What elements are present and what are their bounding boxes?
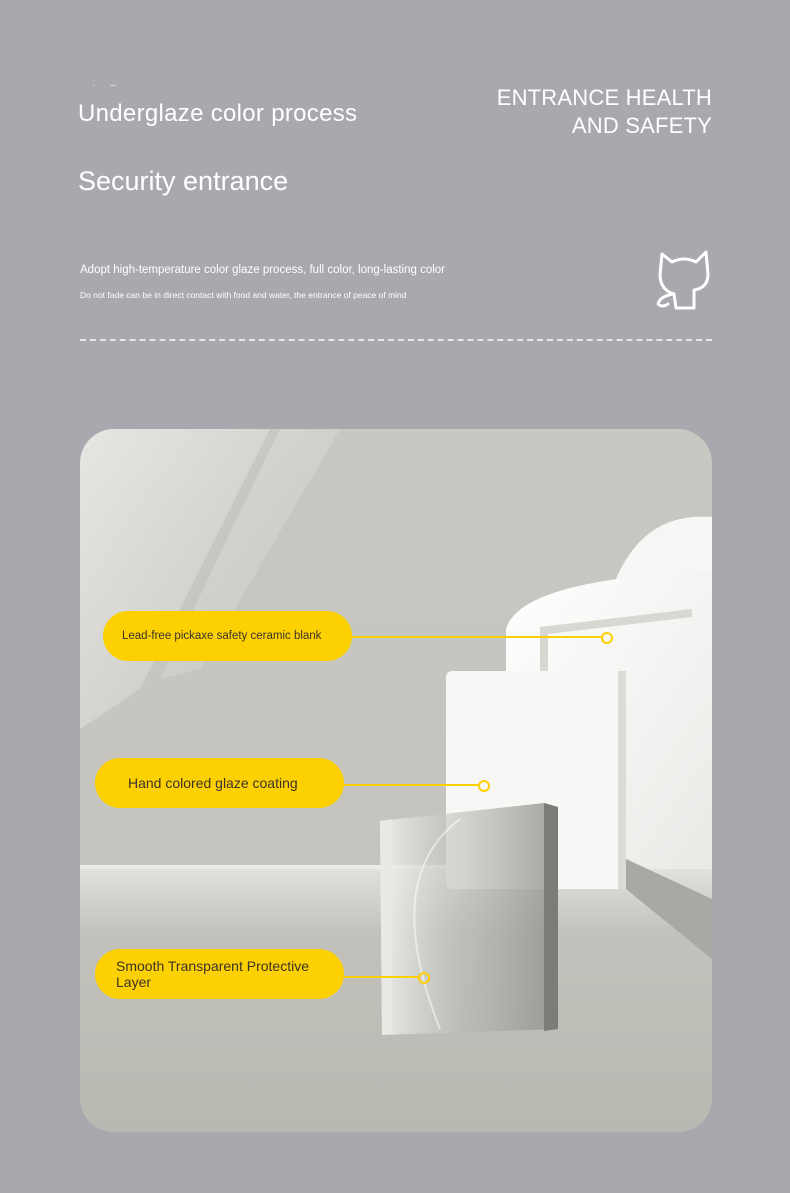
leader-line [352, 636, 602, 638]
glass-layer-highlight [380, 819, 392, 1035]
leader-dot [478, 780, 490, 792]
leader-line [344, 976, 419, 978]
glaze-tile-edge [618, 671, 626, 889]
layer-label-text: Smooth Transparent Protective Layer [116, 958, 309, 990]
description-text: Adopt high-temperature color glaze process, full color, long-lasting color [80, 264, 445, 276]
decorative-dots: · – [92, 80, 122, 91]
leader-dot [418, 972, 430, 984]
glass-layer-edge [544, 803, 558, 1031]
cat-icon [654, 246, 714, 314]
layer-label-protective-layer [95, 949, 344, 999]
leader-dot [601, 632, 613, 644]
page-title: Underglaze color process [78, 100, 358, 127]
section-heading [497, 84, 712, 140]
layer-label-ceramic-blank [103, 611, 352, 661]
subtitle: Security entrance [78, 166, 289, 196]
section-heading-line-2: AND SAFETY [571, 113, 712, 138]
layer-label-text: Hand colored glaze coating [128, 775, 298, 791]
note-text: Do not fade can be in direct contact with food and water, the entrance of peace of mind [80, 290, 407, 300]
layer-label-glaze-coating [95, 758, 344, 808]
section-heading-line-1: ENTRANCE HEALTH [496, 85, 712, 110]
leader-line [344, 784, 479, 786]
glass-layer [380, 803, 558, 1035]
layer-label-text: Lead-free pickaxe safety ceramic blank [122, 630, 322, 642]
product-layers-panel [80, 429, 712, 1132]
dashed-divider [80, 339, 712, 341]
